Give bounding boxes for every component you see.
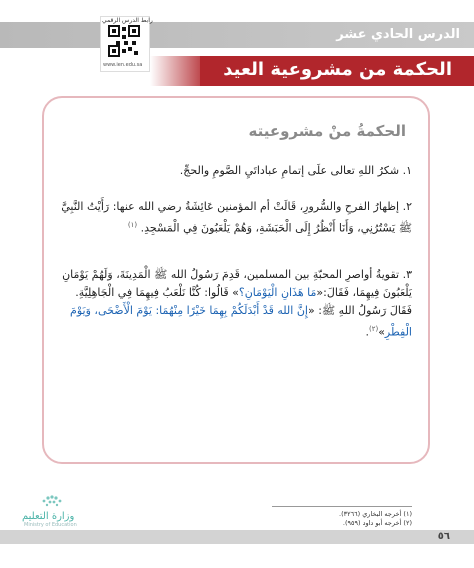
footnote-ref-2[interactable]: (٢): [368, 325, 379, 333]
wisdom-item-2-text: ٢. إظهارُ الفرحِ والسُّرورِ، قَالَتْ أم المؤمنين عَائِشَةُ رضي الله عنها: رَأَيْتُ النَّبِيَّ ﷺ يَسْتُرُنِي، وَأَنَا أَنْظُرُ إِلَى الْحَبَشَةِ، وَهُمْ يَلْعَبُونَ فِي الْمَسْجِدِ.: [61, 200, 412, 235]
qr-code-icon[interactable]: [108, 25, 140, 57]
qr-caption: رابط الدرس الرقمي: [102, 17, 153, 24]
lesson-label: الدرس الحادي عشر: [336, 27, 460, 42]
wisdom-item-3-end: .: [365, 325, 369, 339]
ministry-name-english: Ministry of Education: [24, 522, 77, 528]
hadith-quote-question: مَا هَذَانِ الْيَوْمَانِ؟: [238, 286, 317, 299]
wisdom-item-1: [52, 162, 412, 180]
wisdom-item-3-text-a: ٣. تقويةُ أواصرِ المحبّةِ بين المسلمين، قَدِمَ رَسُولُ الله ﷺ الْمَدِينَةَ، وَلَهُمْ يَوْمَانِ يَلْعَبُونَ فِيهِمَا، فَقَالَ:«: [62, 268, 412, 299]
footnote-2: (٢) أخرجه أبو داود (٩٥٩).: [342, 519, 412, 527]
ministry-name-arabic: وزارة التعليم: [22, 511, 75, 522]
page-number: ٥٦: [437, 531, 450, 542]
page-footer-strip: [0, 530, 474, 544]
section-title: الحكمةُ منْ مشروعيته: [248, 122, 406, 140]
wisdom-item-3: [52, 266, 412, 342]
hadith-quote-answer: إِنَّ الله قَدْ أَبْدَلَكُمْ بِهِمَا خَيْرًا مِنْهُمَا: يَوْمَ الْأَضْحَى، وَيَوْمَ الْفِطْرِ: [70, 304, 412, 339]
qr-url[interactable]: www.ien.edu.sa: [103, 62, 143, 68]
quote-close-mark: »: [378, 325, 385, 339]
footnote-divider: [272, 506, 412, 507]
wisdom-item-2: [52, 198, 412, 238]
footnote-1: (١) أخرجه البخاري (٣٢٦٦).: [339, 510, 412, 518]
lesson-title: الحكمة من مشروعية العيد: [223, 59, 452, 80]
wisdom-item-3-text-b: » قَالُوا: كُنَّا نَلْعَبُ فِيهِمَا فِي الْجَاهِلِيَّةِ. فَقَالَ رَسُولُ اللهِ ﷺ: «: [75, 286, 412, 317]
wisdom-item-1-text: ١. شكرُ اللهِ تعالى علَى إتمامِ عباداتَيِ الصَّومِ والحجِّ.: [179, 164, 412, 177]
footnote-ref-1[interactable]: (١): [127, 221, 138, 229]
